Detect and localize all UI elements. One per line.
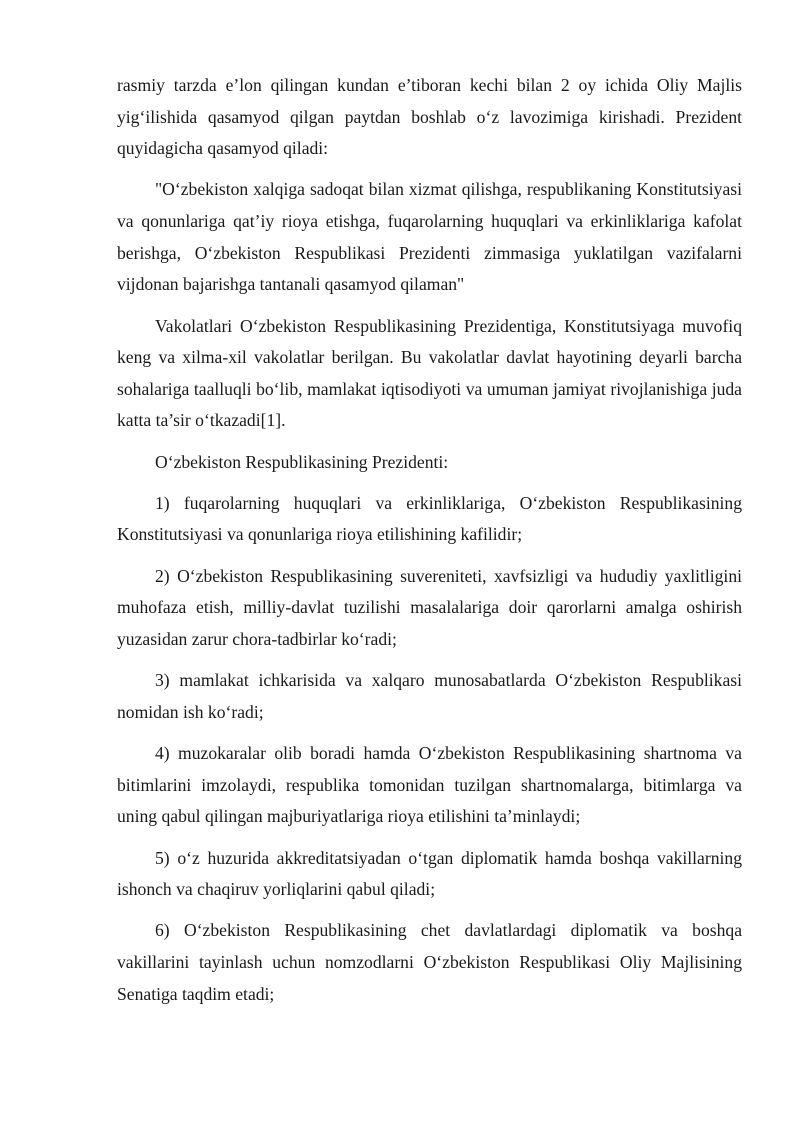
list-item-5: 5) o‘z huzurida akkreditatsiyadan o‘tgan diplomatik hamda boshqa vakillarning ishonch va chaqiruv yorliqlarini qabul qiladi; xyxy=(117,847,742,900)
list-item-2: 2) O‘zbekiston Respublikasining suvereniteti, xavfsizligi va hududiy yaxlitligini muhofaza etish, milliy-davlat tuzilishi masalalariga doir qarorlarni amalga oshirish yuzasidan zarur chora-tadbirlar ko‘radi; xyxy=(117,565,742,649)
document-page xyxy=(117,70,742,1020)
list-item-3: 3) mamlakat ichkarisida va xalqaro munosabatlarda O‘zbekiston Respublikasi nomidan ish ko‘radi; xyxy=(117,670,742,722)
paragraph-president-heading: O‘zbekiston Respublikasining Prezidenti: xyxy=(155,451,449,472)
paragraph-powers-overview: Vakolatlari O‘zbekiston Respublikasining Prezidentiga, Konstitutsiyaga muvofiq keng va xilma-xil vakolatlar berilgan. Bu vakolatlar davlat hayotining deyarli barcha sohalariga taalluqli bo‘lib, mamlakat iqtisodiyoti va umuman jamiyat rivojlanishiga juda katta ta’sir o‘tkazadi[1]. xyxy=(117,315,742,431)
list-item-6: 6) O‘zbekiston Respublikasining chet davlatlardagi diplomatik va boshqa vakillarini tayinlash uchun nomzodlarni O‘zbekiston Respublikasi Oliy Majlisining Senatiga taqdim etadi; xyxy=(117,920,742,1004)
paragraph-oath-intro: rasmiy tarzda e’lon qilingan kundan e’tiboran kechi bilan 2 oy ichida Oliy Majlis yig‘ilishida qasamyod qilgan paytdan boshlab o‘z lavozimiga kirishadi. Prezident quyidagicha qasamyod qiladi: xyxy=(117,75,742,159)
list-item-1: 1) fuqarolarning huquqlari va erkinliklariga, O‘zbekiston Respublikasining Konstitutsiyasi va qonunlariga rioya etilishining kafilidir; xyxy=(117,492,742,545)
list-item-4: 4) muzokaralar olib boradi hamda O‘zbekiston Respublikasining shartnoma va bitimlarini imzolaydi, respublika tomonidan tuzilgan shartnomalarga, bitimlarga va uning qabul qilingan majburiyatlariga rioya etilishini ta’minlaydi; xyxy=(117,743,742,827)
paragraph-oath-text: "O‘zbekiston xalqiga sadoqat bilan xizmat qilishga, respublikaning Konstitutsiyasi va qonunlariga qat’iy rioya etishga, fuqarolarning huquqlari va erkinliklariga kafolat berishga, O‘zbekiston Respublikasi Prezidenti zimmasiga yuklatilgan vazifalarni vijdonan bajarishga tantanali qasamyod qilaman" xyxy=(117,179,742,295)
